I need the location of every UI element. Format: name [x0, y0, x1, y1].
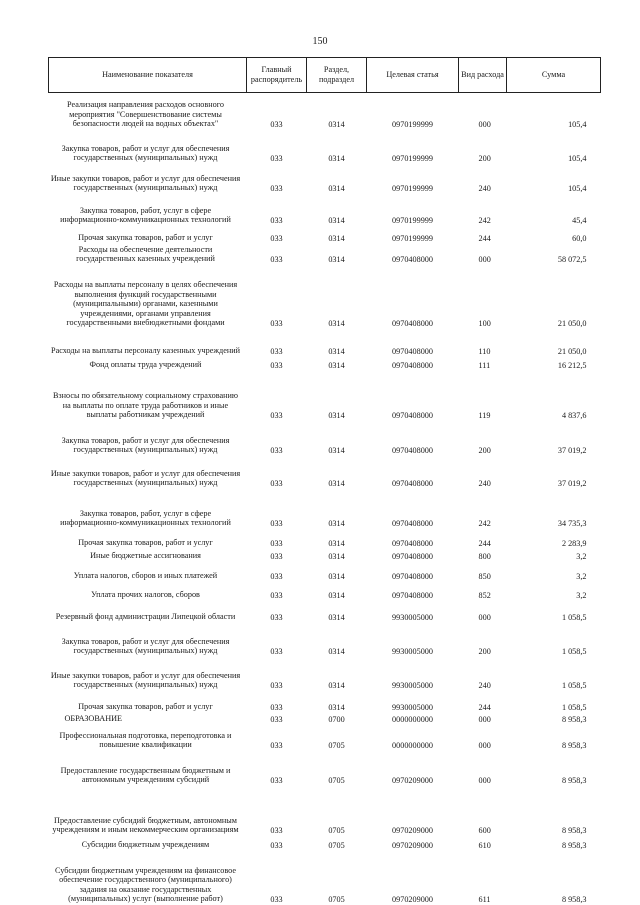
header-sum: Сумма: [507, 58, 601, 93]
cell-section: 0705: [328, 741, 345, 751]
cell-manager: 033: [270, 120, 283, 130]
cell-type: 110: [478, 347, 491, 357]
cell-manager: 033: [270, 776, 283, 786]
cell-sum: 105,4: [568, 184, 587, 194]
table-row: [49, 164, 601, 194]
cell-name: Резервный фонд администрации Липецкой области: [55, 612, 236, 622]
cell-target: 0970408000: [392, 552, 433, 562]
cell-sum: 8 958,3: [561, 715, 587, 725]
cell-section: 0314: [328, 120, 345, 130]
cell-sum: 37 019,2: [557, 446, 587, 456]
cell-type: 240: [478, 184, 491, 194]
cell-target: 0970408000: [392, 519, 433, 529]
cell-name: Расходы на выплаты персоналу в целях обеспечения выполнения функций государственными (муниципальными) органами, казенными учреждениями, органами управления государственными внебюджетными фондами: [53, 280, 238, 328]
cell-target: 0970209000: [392, 841, 433, 851]
cell-section: 0705: [328, 841, 345, 851]
cell-sum: 16 212,5: [557, 361, 587, 371]
table-row: [49, 601, 601, 623]
cell-type: 111: [478, 361, 491, 371]
cell-type: 244: [478, 539, 491, 549]
cell-sum: 3,2: [576, 572, 587, 582]
cell-sum: 8 958,3: [561, 895, 587, 905]
cell-type: 242: [478, 216, 491, 226]
cell-sum: 37 019,2: [557, 479, 587, 489]
table-row: [49, 836, 601, 851]
cell-section: 0314: [328, 361, 345, 371]
cell-section: 0314: [328, 681, 345, 691]
cell-sum: 8 958,3: [561, 826, 587, 836]
cell-name: Закупка товаров, работ, услуг в сфере информационно-коммуникационных технологий: [60, 205, 231, 225]
cell-target: 0970199999: [392, 234, 433, 244]
cell-target: 0970199999: [392, 154, 433, 164]
cell-target: 0000000000: [392, 741, 433, 751]
cell-name: Иные закупки товаров, работ и услуг для обеспечения государственных (муниципальных) нужд: [50, 173, 241, 193]
cell-manager: 033: [270, 234, 283, 244]
cell-type: 119: [478, 411, 491, 421]
table-row: [49, 582, 601, 601]
table-row: [49, 549, 601, 562]
cell-section: 0314: [328, 613, 345, 623]
cell-manager: 033: [270, 591, 283, 601]
cell-target: 0970408000: [392, 572, 433, 582]
cell-manager: 033: [270, 539, 283, 549]
cell-name: Закупка товаров, работ и услуг для обеспечения государственных (муниципальных) нужд: [61, 636, 230, 656]
cell-sum: 1 058,5: [561, 703, 587, 713]
cell-type: 000: [478, 776, 491, 786]
cell-name: Уплата налогов, сборов и иных платежей: [73, 571, 218, 581]
table-row: [49, 130, 601, 164]
cell-manager: 033: [270, 703, 283, 713]
cell-manager: 033: [270, 361, 283, 371]
table-row: [49, 562, 601, 582]
cell-section: 0705: [328, 826, 345, 836]
cell-section: 0314: [328, 255, 345, 265]
cell-name: Реализация направления расходов основного мероприятия "Совершенствование системы безопасности людей на водных объектах": [67, 100, 224, 129]
cell-target: 0000000000: [392, 715, 433, 725]
cell-section: 0314: [328, 591, 345, 601]
cell-type: 200: [478, 647, 491, 657]
cell-manager: 033: [270, 572, 283, 582]
cell-name: Предоставление субсидий бюджетным, автономным учреждениям и иным некоммерческим организациям: [52, 815, 239, 835]
cell-type: 000: [478, 255, 491, 265]
cell-manager: 033: [270, 552, 283, 562]
table-row: [49, 226, 601, 244]
header-manager: Главный распорядитель: [247, 58, 307, 93]
cell-type: 200: [478, 446, 491, 456]
cell-section: 0314: [328, 411, 345, 421]
cell-section: 0314: [328, 446, 345, 456]
cell-sum: 34 735,3: [557, 519, 587, 529]
table-row: [49, 489, 601, 529]
cell-sum: 21 050,0: [557, 347, 587, 357]
cell-type: 244: [478, 234, 491, 244]
cell-manager: 033: [270, 411, 283, 421]
table-row: [49, 725, 601, 751]
cell-type: 610: [478, 841, 491, 851]
cell-manager: 033: [270, 154, 283, 164]
cell-target: 9930005000: [392, 703, 433, 713]
cell-type: 000: [478, 613, 491, 623]
cell-section: 0314: [328, 572, 345, 582]
cell-manager: 033: [270, 255, 283, 265]
table-row: [49, 529, 601, 549]
cell-sum: 105,4: [568, 120, 587, 130]
cell-type: 611: [478, 895, 491, 905]
cell-target: 0970408000: [392, 319, 433, 329]
cell-section: 0314: [328, 154, 345, 164]
cell-target: 0970408000: [392, 591, 433, 601]
cell-manager: 033: [270, 184, 283, 194]
cell-manager: 033: [270, 479, 283, 489]
cell-section: 0314: [328, 519, 345, 529]
cell-name: Взносы по обязательному социальному страхованию на выплаты по оплате труда работников и иные выплаты работникам учреждений: [52, 391, 239, 420]
cell-type: 100: [478, 319, 491, 329]
cell-sum: 1 058,5: [561, 647, 587, 657]
cell-name: Расходы на обеспечение деятельности государственных казенных учреждений: [76, 244, 215, 264]
table-row: [49, 657, 601, 691]
cell-name: Закупка товаров, работ и услуг для обеспечения государственных (муниципальных) нужд: [61, 435, 230, 455]
cell-section: 0314: [328, 479, 345, 489]
cell-type: 600: [478, 826, 491, 836]
cell-name: Иные закупки товаров, работ и услуг для обеспечения государственных (муниципальных) нужд: [50, 670, 241, 690]
cell-target: 0970199999: [392, 184, 433, 194]
cell-type: 244: [478, 703, 491, 713]
cell-sum: 1 058,5: [561, 681, 587, 691]
cell-type: 000: [478, 120, 491, 130]
cell-section: 0314: [328, 703, 345, 713]
table-row: [49, 421, 601, 456]
header-target: Целевая статья: [367, 58, 459, 93]
cell-manager: 033: [270, 319, 283, 329]
cell-type: 850: [478, 572, 491, 582]
cell-target: 0970199999: [392, 216, 433, 226]
cell-sum: 105,4: [568, 154, 587, 164]
cell-manager: 033: [270, 519, 283, 529]
cell-sum: 45,4: [572, 216, 587, 226]
cell-name: Предоставление государственным бюджетным и автономным учреждениям субсидий: [60, 765, 231, 785]
cell-target: 0970199999: [392, 120, 433, 130]
cell-manager: 033: [270, 681, 283, 691]
cell-sum: 58 072,5: [557, 255, 587, 265]
cell-type: 852: [478, 591, 491, 601]
cell-section: 0314: [328, 539, 345, 549]
cell-target: 9930005000: [392, 647, 433, 657]
cell-sum: 60,0: [572, 234, 587, 244]
table-row: [49, 98, 601, 130]
table-row: [49, 329, 601, 357]
table-row: [49, 244, 601, 265]
cell-name: Закупка товаров, работ, услуг в сфере информационно-коммуникационных технологий: [60, 508, 231, 528]
cell-manager: 033: [270, 613, 283, 623]
cell-sum: 1 058,5: [561, 613, 587, 623]
cell-sum: 3,2: [576, 591, 587, 601]
cell-name: Прочая закупка товаров, работ и услуг: [78, 702, 213, 712]
cell-sum: 2 283,9: [561, 539, 587, 549]
table-row: [49, 786, 601, 836]
cell-manager: 033: [270, 647, 283, 657]
header-section: Раздел, подраздел: [307, 58, 367, 93]
cell-target: 0970408000: [392, 446, 433, 456]
table-row: [49, 194, 601, 226]
cell-section: 0314: [328, 647, 345, 657]
cell-target: 0970209000: [392, 826, 433, 836]
header-name: Наименование показателя: [49, 58, 247, 93]
cell-type: 000: [478, 741, 491, 751]
cell-section: 0705: [328, 776, 345, 786]
cell-target: 0970408000: [392, 347, 433, 357]
table-row: [49, 371, 601, 421]
cell-type: 240: [478, 479, 491, 489]
table-row: [49, 713, 601, 725]
cell-name: Прочая закупка товаров, работ и услуг: [78, 538, 213, 548]
cell-name: Профессиональная подготовка, переподготовка и повышение квалификации: [59, 730, 232, 750]
cell-section: 0314: [328, 552, 345, 562]
cell-name: Прочая закупка товаров, работ и услуг: [78, 233, 213, 243]
cell-section: 0700: [328, 715, 345, 725]
cell-sum: 4 837,6: [561, 411, 587, 421]
cell-target: 0970209000: [392, 895, 433, 905]
cell-type: 200: [478, 154, 491, 164]
cell-type: 000: [478, 715, 491, 725]
cell-name: Субсидии бюджетным учреждениям на финансовое обеспечение государственного (муниципального) задания на оказание государственных (муниципальных) услуг (выполнение работ): [55, 865, 236, 904]
cell-name: Закупка товаров, работ и услуг для обеспечения государственных (муниципальных) нужд: [61, 143, 230, 163]
cell-target: 0970209000: [392, 776, 433, 786]
cell-type: 800: [478, 552, 491, 562]
table-row: [49, 751, 601, 786]
cell-sum: 21 050,0: [557, 319, 587, 329]
page-number: 150: [312, 36, 328, 47]
cell-manager: 033: [270, 826, 283, 836]
table-row: [49, 456, 601, 489]
cell-type: 242: [478, 519, 491, 529]
cell-sum: 8 958,3: [561, 841, 587, 851]
cell-section: 0314: [328, 234, 345, 244]
cell-manager: 033: [270, 741, 283, 751]
budget-table: [48, 57, 601, 905]
table-row: [49, 691, 601, 713]
cell-section: 0705: [328, 895, 345, 905]
table-row: [49, 357, 601, 371]
cell-section: 0314: [328, 216, 345, 226]
cell-sum: 8 958,3: [561, 776, 587, 786]
cell-section: 0314: [328, 319, 345, 329]
cell-name: Фонд оплаты труда учреждений: [89, 360, 202, 370]
cell-target: 0970408000: [392, 539, 433, 549]
cell-manager: 033: [270, 895, 283, 905]
cell-manager: 033: [270, 347, 283, 357]
cell-target: 9930005000: [392, 681, 433, 691]
cell-target: 0970408000: [392, 411, 433, 421]
cell-name: Субсидии бюджетным учреждениям: [81, 840, 210, 850]
cell-name: Расходы на выплаты персоналу казенных учреждений: [51, 346, 240, 356]
cell-type: 240: [478, 681, 491, 691]
cell-name: ОБРАЗОВАНИЕ: [64, 714, 123, 724]
cell-name: Уплата прочих налогов, сборов: [91, 590, 200, 600]
header-type: Вид расхода: [459, 58, 507, 93]
cell-sum: 3,2: [576, 552, 587, 562]
cell-target: 0970408000: [392, 255, 433, 265]
cell-section: 0314: [328, 184, 345, 194]
table-row: [49, 623, 601, 657]
cell-sum: 8 958,3: [561, 741, 587, 751]
table-row: [49, 851, 601, 905]
cell-target: 0970408000: [392, 479, 433, 489]
table-row: [49, 265, 601, 329]
cell-manager: 033: [270, 216, 283, 226]
cell-name: Иные закупки товаров, работ и услуг для обеспечения государственных (муниципальных) нужд: [50, 468, 241, 488]
cell-target: 0970408000: [392, 361, 433, 371]
cell-manager: 033: [270, 446, 283, 456]
table-header-row: [49, 58, 601, 93]
cell-name: Иные бюджетные ассигнования: [90, 551, 201, 561]
cell-manager: 033: [270, 841, 283, 851]
cell-target: 9930005000: [392, 613, 433, 623]
cell-section: 0314: [328, 347, 345, 357]
cell-manager: 033: [270, 715, 283, 725]
